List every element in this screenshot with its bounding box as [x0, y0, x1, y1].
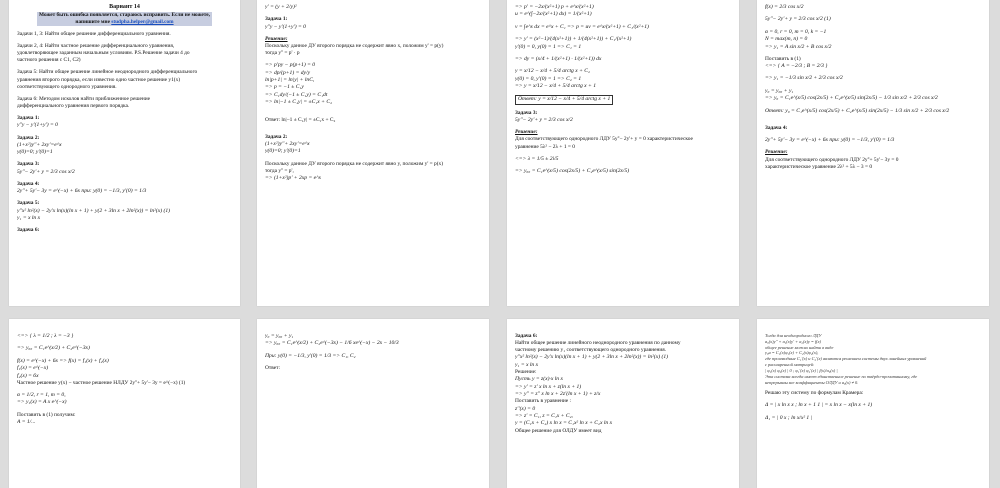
p7-line-12: y = (C₁x + C₂) x ln x = C₁x² ln x + C₂x ln x: [515, 420, 613, 427]
p5-line-4: f₁(x) = e^(−x): [17, 365, 49, 372]
task-6-label: Задача 6:: [17, 227, 40, 234]
calc4-answer: Ответ: y₀ = C₁e^(x/5) cos(2x/5) + C₂e^(x/5) sin(2x/5) − 1/3 sin x/2 + 2/3 cos x/2: [765, 107, 950, 114]
solution-1-step-8: => ln|−1 ± C₁y| = ±C₁x + C₂: [265, 99, 333, 106]
p7-line-4: y₁ = x ln x: [515, 361, 539, 368]
document-page-8: [757, 319, 989, 488]
task-4-equation: 2y''+ 5y'− 3y = e^(−x) + 6x при: y(0) = −1/3, y'(0) = 1/3: [17, 188, 147, 194]
solution-1-heading: Решение:: [265, 35, 288, 42]
calc-line-9: => y = x/12 − x/4 + 5/4 arctg x + 1: [515, 83, 597, 89]
p7-line-6: Пусть y = z(x)·x ln x: [515, 376, 563, 383]
document-page-7: [507, 319, 739, 488]
document-page-6: [257, 319, 489, 488]
solution-3-label: Задача 3:: [515, 109, 538, 116]
answer-box: Ответ: y = x/12 − x/4 + 5/4 arctg x + 1: [515, 95, 613, 104]
p7-line-2: частному решению y₁ соответствующего однородного уравнения.: [515, 347, 667, 354]
calc4-line-2: 5y''− 2y'+ y = 2/3 cos x/2 (1): [765, 16, 831, 23]
p7-line-13: Общее решение для ОЛДУ имеет вид: [515, 427, 602, 434]
p5-line-5: f₂(x) = 6x: [17, 372, 39, 379]
task-desc-9: дифференциального уравнения первого порядка.: [17, 102, 130, 109]
solution-2-step-2: тогда y'' = p',: [265, 167, 294, 174]
task-3-equation: 5y''− 2y'+ y = 2/3 cos x/2: [17, 168, 75, 175]
cramer-delta-1: Δ₁ = | 0 x ; ln x/x² 1 |: [765, 414, 813, 421]
theory-line-5: где производные C₁'(x) и C₂'(x) являются решением системы двух линейных уравнений: [765, 356, 927, 362]
notice-line-2: [37, 19, 212, 26]
p6-line-2: => y₀₀ = C₁e^(x/2) + C₂e^(−3x) − 1/6 xe^(−x) − 2x − 10/3: [265, 340, 399, 347]
solution-4-label: Задача 4:: [765, 124, 788, 131]
p5-line-9: Поставить в (1) получим:: [17, 411, 76, 418]
p7-line-7: => y' = z' x ln x + z(ln x + 1): [515, 383, 582, 390]
task-2-conditions: y(0)=0; y'(0)=1: [17, 149, 53, 155]
task-1-label: Задача 1:: [17, 115, 40, 121]
calc-line-5: y'(0) = 0, y(0) = 1 => C₁ = 1: [515, 43, 582, 50]
task-6-equation: y' = (y + 2/y)²: [265, 4, 297, 10]
calc4-line-5: => y₁ = A sin x/2 + B cos x/2: [765, 43, 832, 50]
p6-line-1: y₀ = y₀₀ + y₁: [265, 333, 294, 339]
theory-line-1: Тогда для неоднородного ЛДУ: [765, 333, 822, 338]
calc-line-2: u = e^(∫−2x/(x²+1) dx) = 1/(x²+1): [515, 11, 592, 18]
theory-line-6: с расширенной матрицей:: [765, 362, 815, 368]
solution-2-step-3: => (1+x²)p' + 2xp = e^x: [265, 174, 321, 181]
solution-4-heading: Решение:: [765, 149, 788, 156]
notice-line-1: Может быть ошибка появляется, стараюсь исправить. Если не можете,: [37, 12, 212, 19]
solution-1-step-6: => p = −1 ± C₁y: [265, 84, 304, 91]
theory-line-7: | φ₁(x) φ₂(x) | 0 ; φ₁'(x) φ₂'(x) | f(x)/a₀(x) |: [765, 367, 838, 373]
solution-2-label: Задача 2:: [265, 133, 288, 140]
solution-3-equation: 5y''− 2y'+ y = 2/3 cos x/2: [515, 116, 573, 123]
solution-2-conditions: y(0)=0; y'(0)=1: [265, 148, 301, 155]
calc-line-6: => dy = (x/4 + 1/(x²+1) · 1/(x²+1)) dx: [515, 55, 602, 62]
task-desc-8: Задача 6: Методом исколов найти приближенное решение: [17, 95, 151, 102]
document-page-2: [257, 0, 489, 306]
email-link[interactable]: studpha.helper@gmail.com: [111, 18, 174, 25]
p7-line-10: z''(x) = 0: [515, 405, 536, 412]
task-5-particular: y₁ = x ln x: [17, 214, 41, 221]
notice-text: напишите мне: [75, 18, 110, 25]
calc-answer: [515, 95, 731, 104]
task-2-label: Задача 2:: [17, 134, 40, 141]
task-4-label: Задача 4:: [17, 180, 40, 187]
p5-line-1: <=> { λ = 1/2 ; λ = −3 }: [17, 333, 74, 339]
theory-line-3: общее решение можно найти в виде: [765, 344, 834, 350]
p7-line-9: Поставить в уравнение :: [515, 398, 572, 405]
calc4-line-1: f(x) = 2/3 cos x/2: [765, 4, 804, 10]
solution-1-answer: Ответ: ln|−1 ± C₁y| = ±C₁x + C₂: [265, 116, 336, 123]
task-1-equation: y''y − y'(1+y') = 0: [17, 122, 58, 129]
solution-6-label: Задача 6:: [515, 333, 538, 339]
solution-1-label: Задача 1:: [265, 16, 288, 23]
solution-3-step-4: => y₀₀ = C₁e^(x/5) cos(2x/5) + C₂e^(x/5) sin(2x/5): [515, 168, 630, 174]
p6-answer: Ответ:: [265, 365, 281, 372]
document-page-4: [757, 0, 989, 306]
solution-2-equation: (1+x²)y''+ 2xy'=e^x: [265, 140, 310, 147]
document-page-5: [9, 319, 240, 488]
document-page-1: [9, 0, 240, 306]
theory-line-4: y₀н = C₁(x)φ₁(x) + C₂(x)φ₂(x),: [765, 350, 819, 356]
task-desc-2: Задачи 2, 4: Найти частное решение дифференциального уравнения,: [17, 43, 175, 49]
p5-line-8: => y₁(x) = A x e^(−x): [17, 399, 67, 406]
calc4-line-8: => y₁ = −1/3 sin x/2 + 2/3 cos x/2: [765, 75, 843, 82]
task-3-label: Задача 3:: [17, 161, 40, 168]
variant-title: Вариант 14: [109, 4, 140, 10]
p5-line-2: => y₀₀ = C₁e^(x/2) + C₂e^(−3x): [17, 345, 90, 352]
cramer-heading: Решаю эту систему по формулам Крамера:: [765, 390, 864, 397]
solution-4-step-2: характеристическое уравнение 2λ² + 5λ − 3 = 0: [765, 163, 873, 170]
solution-3-step-3: <=> λ = 1/5 ± 2i/5: [515, 155, 559, 162]
calc-line-3: v = ∫e^x dx = e^x + C₁ => p = uv = e^x/(x²+1) + C₁/(x²+1): [515, 23, 649, 30]
task-desc-1: Задачи 1, 3: Найти общее решение дифференциального уравнения.: [17, 30, 171, 37]
solution-1-step-7: => C₁dy/(−1 ± C₁y) = C₁dt: [265, 91, 328, 98]
calc-line-4: => y' = (x²−1)/(4(x²+1)) + 1/(4(x²+1)) + C₁/(x²+1): [515, 36, 632, 43]
calc4-line-7: <=> { A = −2/3 ; B = 2/3 }: [765, 63, 828, 69]
task-desc-5: Задача 5: Найти общее решение линейное неоднородного дифференциального: [17, 69, 198, 76]
calc4-line-3: α = 0, r = 0, m = 0, k = −1: [765, 28, 827, 35]
calc-line-7: y = x/12 − x/4 + 5/4 arctg x + C₂: [515, 68, 590, 75]
solution-4-step-1: Для соответствующего однородного ЛДУ 2y''+ 5y'− 3y = 0: [765, 156, 899, 163]
p6-line-3: При: y(0) = −1/3, y'(0) = 1/3 => C₁, C₂: [265, 352, 356, 359]
solution-3-heading: Решение:: [515, 129, 538, 136]
calc-line-1: => p' = −2x/(x²+1) p + e^x/(x²+1): [515, 4, 594, 10]
calc4-line-9: y₀ = y₀₀ + y₁: [765, 87, 794, 94]
solution-1-equation: y''y − y'(1+y') = 0: [265, 23, 306, 30]
task-desc-3: удовлетворяющее заданным начальным условиям. Р.S.Решение задачи 4 до: [17, 50, 190, 57]
p7-line-3: y''x² ln²(x) − 2y'x ln(x)(ln x + 1) + y(2 + 3ln x + 2ln²(x)) = ln²(x) (1): [515, 354, 668, 361]
p5-line-6: Частное решение y(x) − частное решение НЛДУ 2y''+ 5y'− 3y = e^(−x) (1): [17, 379, 186, 386]
calc4-line-10: => y₀ = C₁e^(x/5) cos(2x/5) + C₂e^(x/5) sin(2x/5) − 1/3 sin x/2 + 2/3 cos x/2: [765, 95, 938, 102]
p5-line-7: α = 1/2, r = 1, m = 0,: [17, 392, 66, 398]
solution-1-step-1: Поскольку данное ДУ второго порядка не содержит явно x, положим y' = p(y): [265, 43, 444, 49]
solution-4-equation: 2y''+ 5y'− 3y = e^(−x) + 6x при: y(0) = −1/3, y'(0) = 1/3: [765, 137, 895, 143]
solution-3-step-2: уравнение 5λ² − 2λ + 1 = 0: [515, 143, 575, 150]
solution-1-step-5: ln|p+1| = ln|y| + lnC,: [265, 77, 315, 83]
solution-1-step-3: => p'py − p(p+1) = 0: [265, 62, 316, 69]
p5-line-10: A = 1/...: [17, 418, 36, 425]
calc4-line-4: N = max(m, n) = 0: [765, 36, 808, 43]
task-desc-4: частного решения с C1, C2): [17, 57, 81, 64]
task-desc-6: уравнения второго порядка, если известно одно частное решение y1(x): [17, 76, 181, 83]
calc4-line-6: Поставить в (1): [765, 55, 801, 62]
document-page-3: [507, 0, 739, 306]
cramer-delta: Δ = | x ln x x ; ln x + 1 1 | = x ln x − x(ln x + 1): [765, 402, 873, 409]
p7-line-8: => y'' = z'' x ln x + 2z'(ln x + 1) + z/x: [515, 391, 601, 397]
solution-1-step-2: тогда y'' = p' · p: [265, 50, 300, 57]
theory-line-8: Эта система всегда имеет единственное решение по твёрдо-прочитанному, где: [765, 373, 918, 379]
task-5-label: Задача 5:: [17, 200, 40, 207]
task-2-equation: (1+x²)y''+ 2xy'=e^x: [17, 141, 62, 148]
p7-line-5: Решение:: [515, 369, 537, 376]
solution-3-step-1: Для соответствующего однородного ЛДУ 5y''− 2y'+ y = 0 характеристическое: [515, 136, 693, 143]
p5-line-3: f(x) = e^(−x) + 6x => f(x) = f₁(x) + f₂(x): [17, 357, 109, 364]
calc-line-8: y(0) = 0, y'(0) = 1 => C₂ = 1: [515, 75, 582, 82]
solution-1-step-4: => dp/(p+1) = dy/y: [265, 69, 311, 76]
task-desc-7: соответствующего однородного уравнения.: [17, 83, 117, 90]
solution-2-step-1: Поскольку данное ДУ второго порядка не содержит явно y, положим y' = p(x): [265, 160, 444, 167]
theory-line-2: a₀(x)y'' + a₁(x)y' + a₂(x)y = f(x): [765, 338, 822, 344]
theory-line-9: непрерывны все коэффициенты ОЛДУ и a₀(x) ≠ 0.: [765, 379, 859, 385]
task-5-equation: y''x² ln²(x) − 2y'x ln(x)(ln x + 1) + y(2 + 3ln x + 2ln²(x)) = ln²(x) (1): [17, 207, 170, 214]
p7-line-1: Найти общее решение линейного неоднородного уравнения по данному: [515, 340, 681, 347]
p7-line-11: => z' = C₁, z = C₁x + C₂,: [515, 412, 573, 419]
